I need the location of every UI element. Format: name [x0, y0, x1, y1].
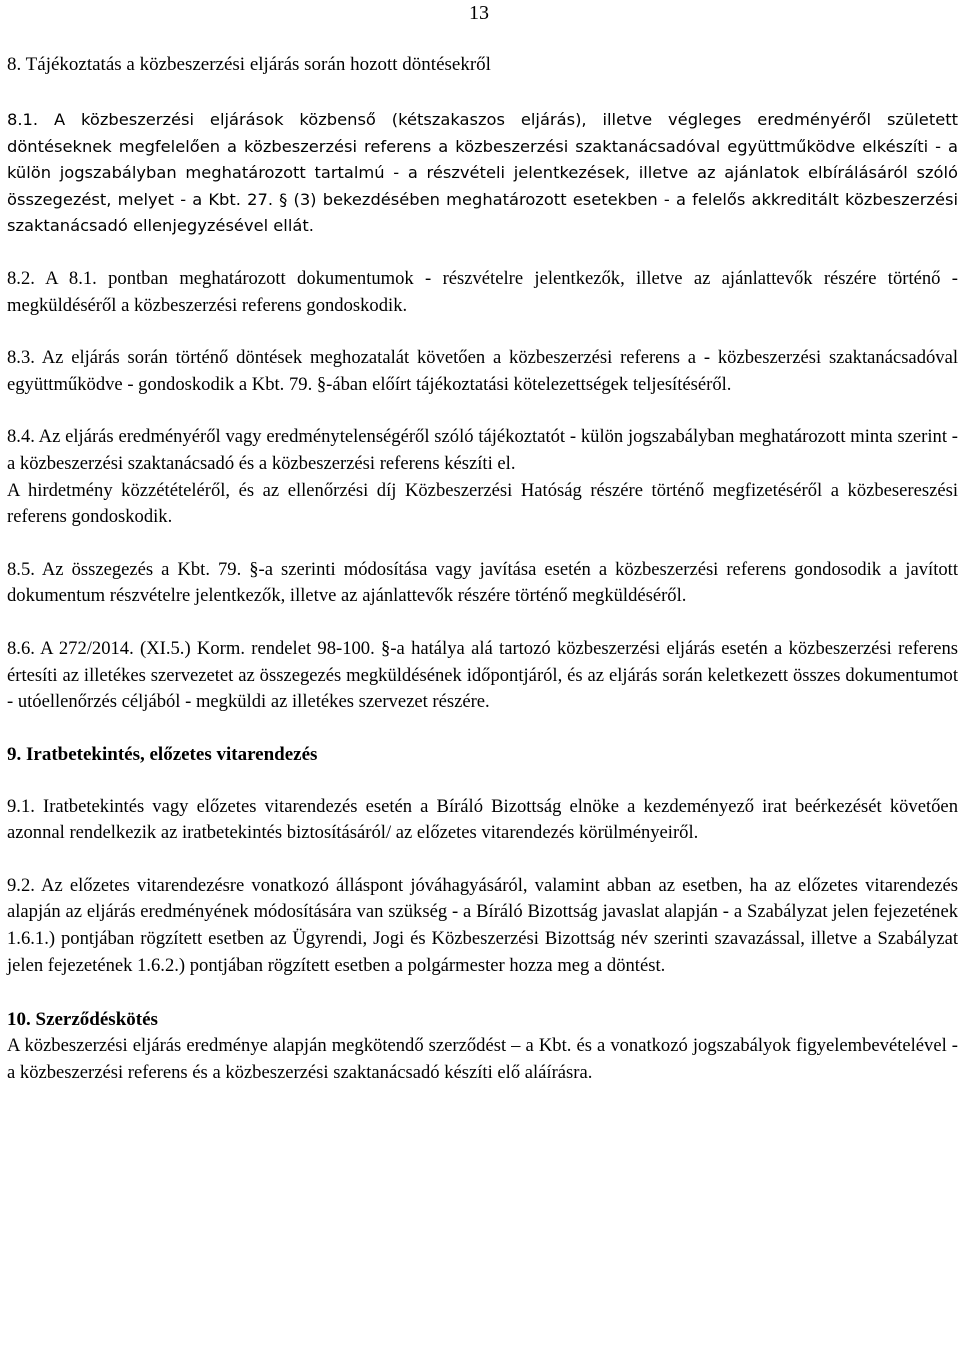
paragraph-8-1: 8.1. A közbeszerzési eljárások közbenső (kétszakaszos eljárás), illetve végleges eredményéről született döntéseknek megfelelően a közbeszerzési referens a közbeszerzési szaktanácsadóval együttműködve elkészíti - a külön jogszabályban meghatározott tartalmú - a részvételi jelentkezések, illetve az ajánlatok elbírálásáról szóló összegezést, melyet - a Kbt. 27. § (3) bekezdésében meghatározott esetekben - a felelős akkreditált közbeszerzési szaktanácsadó ellenjegyzésével ellát. [7, 110, 958, 236]
paragraph-9-2: 9.2. Az előzetes vitarendezésre vonatkozó álláspont jóváhagyásáról, valamint abban az esetben, ha az előzetes vitarendezés alapján az eljárás eredményének módosítására van szükség - a Bíráló Bizottság javaslat alapján - a Szabályzat jelen fejezetének 1.6.1.) pontjában rögzített esetben az Ügyrendi, Jogi és Közbeszerzési Bizottság név szerinti szavazással, illetve a Szabályzat jelen fejezetének 1.6.2.) pontjában rögzített esetben a polgármester hozza meg a döntést. [7, 874, 958, 976]
paragraph-8-2: 8.2. A 8.1. pontban meghatározott dokumentumok - részvételre jelentkezők, illetve az ajánlattevők részére történő - megküldéséről a közbeszerzési referens gondoskodik. [7, 267, 958, 316]
section-8-heading: 8. Tájékoztatás a közbeszerzési eljárás során hozott döntésekről [7, 54, 491, 75]
paragraph-8-4: 8.4. Az eljárás eredményéről vagy eredménytelenségéről szóló tájékoztatót - külön jogszabályban meghatározott minta szerint - a közbeszerzési szaktanácsadó és a közbeszerzési referens készíti el. [7, 426, 958, 474]
paragraph-8-5: 8.5. Az összegezés a Kbt. 79. §-a szerinti módosítása vagy javítása esetén a közbeszerzési referens gondosodik a javított dokumentum részvételre jelentkezők, illetve az ajánlattevők részére történő megküldéséről. [7, 558, 958, 607]
section-10-heading: 10. Szerződéskötés [7, 1009, 158, 1031]
paragraph-8-4-hirdetmeny: A hirdetmény közzétételéről, és az ellenőrzési díj Közbeszerzési Hatóság részére történő megfizetéséről a közbesereszési referens gondoskodik. [7, 479, 958, 528]
paragraph-8-3: 8.3. Az eljárás során történő döntések meghozatalát követően a közbeszerzési referens a - közbeszerzési szaktanácsadóval együttműködve - gondoskodik a Kbt. 79. §-ában előírt tájékoztatási kötelezettségek teljesítéséről. [7, 347, 958, 395]
section-9-heading: 9. Iratbetekintés, előzetes vitarendezés [7, 743, 318, 765]
paragraph-10: A közbeszerzési eljárás eredménye alapján megkötendő szerződést – a Kbt. és a vonatkozó jogszabályok figyelembevételével - a közbeszerzési referens és a közbeszerzési szaktanácsadó készíti elő aláírásra. [7, 1035, 958, 1083]
paragraph-9-1: 9.1. Iratbetekintés vagy előzetes vitarendezés esetén a Bíráló Bizottság elnöke a kezdeményező irat beérkezését követően azonnal rendelkezik az iratbetekintés biztosításáról/ az előzetes vitarendezés körülményeiről. [7, 795, 958, 844]
paragraph-8-6: 8.6. A 272/2014. (XI.5.) Korm. rendelet 98-100. §-a hatálya alá tartozó közbeszerzési eljárás esetén a közbeszerzési referens értesíti az illetékes szervezetet az összegezés megküldésének időpontjáról, és az eljárás során keletkezett összes dokumentumot - utóellenőrzés céljából - megküldi az illetékes szervezet részére. [7, 637, 958, 713]
page-number: 13 [469, 2, 489, 24]
document-body [7, 52, 958, 1086]
